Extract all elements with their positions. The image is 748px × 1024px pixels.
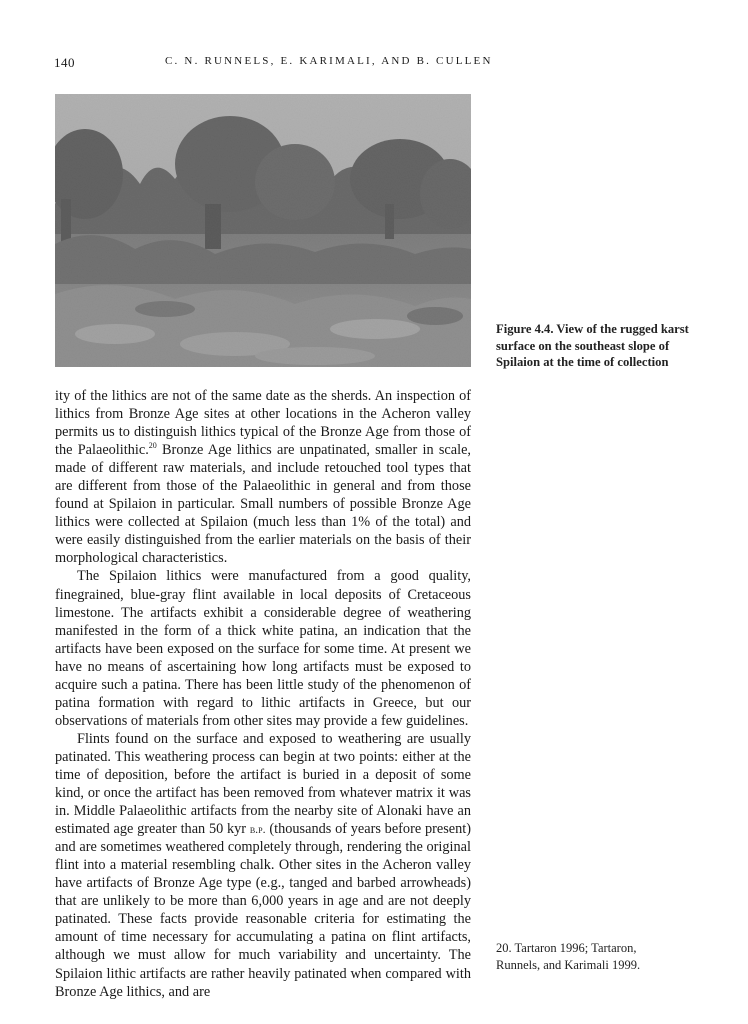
figure-photo — [55, 94, 471, 367]
paragraph-3-text-a: Flints found on the surface and exposed to weathering are usually patinated. This weathering process can begin at two points: either at the time of deposition, before the artifact is buried in a deposit of some kind, or once the artifact has been removed from whatever matrix it was in. Middle Palaeolithic artifacts from the nearby site of Alonaki have an estimated age greater than 50 kyr — [55, 730, 471, 838]
running-head: C. N. RUNNELS, E. KARIMALI, AND B. CULLEN — [165, 55, 493, 67]
footnote-line-2: Runnels, and Karimali 1999. — [496, 957, 641, 972]
paragraph-3-text-b: (thousands of years before present) and are sometimes weathered completely through, rendering the original flint into a material resembling chalk. Other sites in the Acheron valley have artifacts of Bronze Age type (e.g., tanged and barbed arrowheads) that are unlikely to be more than 6,000 years in age and are not deeply patinated. These facts provide reasonable criteria for estimating the amount of time necessary for accumulating a patina on flint artifacts, although we must allow for much variability and uncertainty. The Spilaion lithic artifacts are rather heavily patinated when compared with Bronze Age lithics, and are — [55, 821, 471, 1000]
paragraph-2: The Spilaion lithics were manufactured from a good quality, finegrained, blue-gray flint available in local deposits of Cretaceous limestone. The artifacts exhibit a considerable degree of weathering manifested in the form of a thick white patina, an indication that the artifacts have been exposed on the surface for some time. At present we have no means of ascertaining how long artifacts must be exposed to acquire such a patina. There has been little study of the phenomenon of patina formation with regard to lithic artifacts in Greece, but our observations of materials from other sites may provide a few guidelines. — [55, 568, 471, 729]
footnote — [496, 940, 716, 973]
paragraph-1-text-a: ity of the lithics are not of the same date as the sherds. An inspection of lithics from Bronze Age sites at other locations in the Acheron valley permits us to distinguish lithics typical of the Bronze Age from those of the Palaeolithic. — [55, 388, 471, 459]
body-text — [55, 387, 471, 1001]
paragraph-1-text-b: Bronze Age lithics are unpatinated, smaller in scale, made of different raw materials, and include retouched tool types that are different from those of the Palaeolithic in general and from those found at Spilaion in particular. Small numbers of possible Bronze Age lithics were collected at Spilaion (much less than 1% of the total) and were easily distinguished from the earlier materials on the basis of their morphological characteristics. — [55, 442, 471, 567]
footnote-line-1: 20. Tartaron 1996; Tartaron, — [496, 941, 637, 955]
figure-caption: Figure 4.4. View of the rugged karst surface on the southeast slope of Spilaion at the time of collection — [496, 322, 689, 369]
footnote-ref: 20 — [148, 441, 157, 451]
paragraph-1 — [55, 387, 471, 567]
karst-landscape-photo — [55, 94, 471, 367]
paragraph-3 — [55, 730, 471, 1001]
bp-abbreviation: b.p. — [249, 822, 266, 837]
page-number: 140 — [54, 55, 75, 70]
